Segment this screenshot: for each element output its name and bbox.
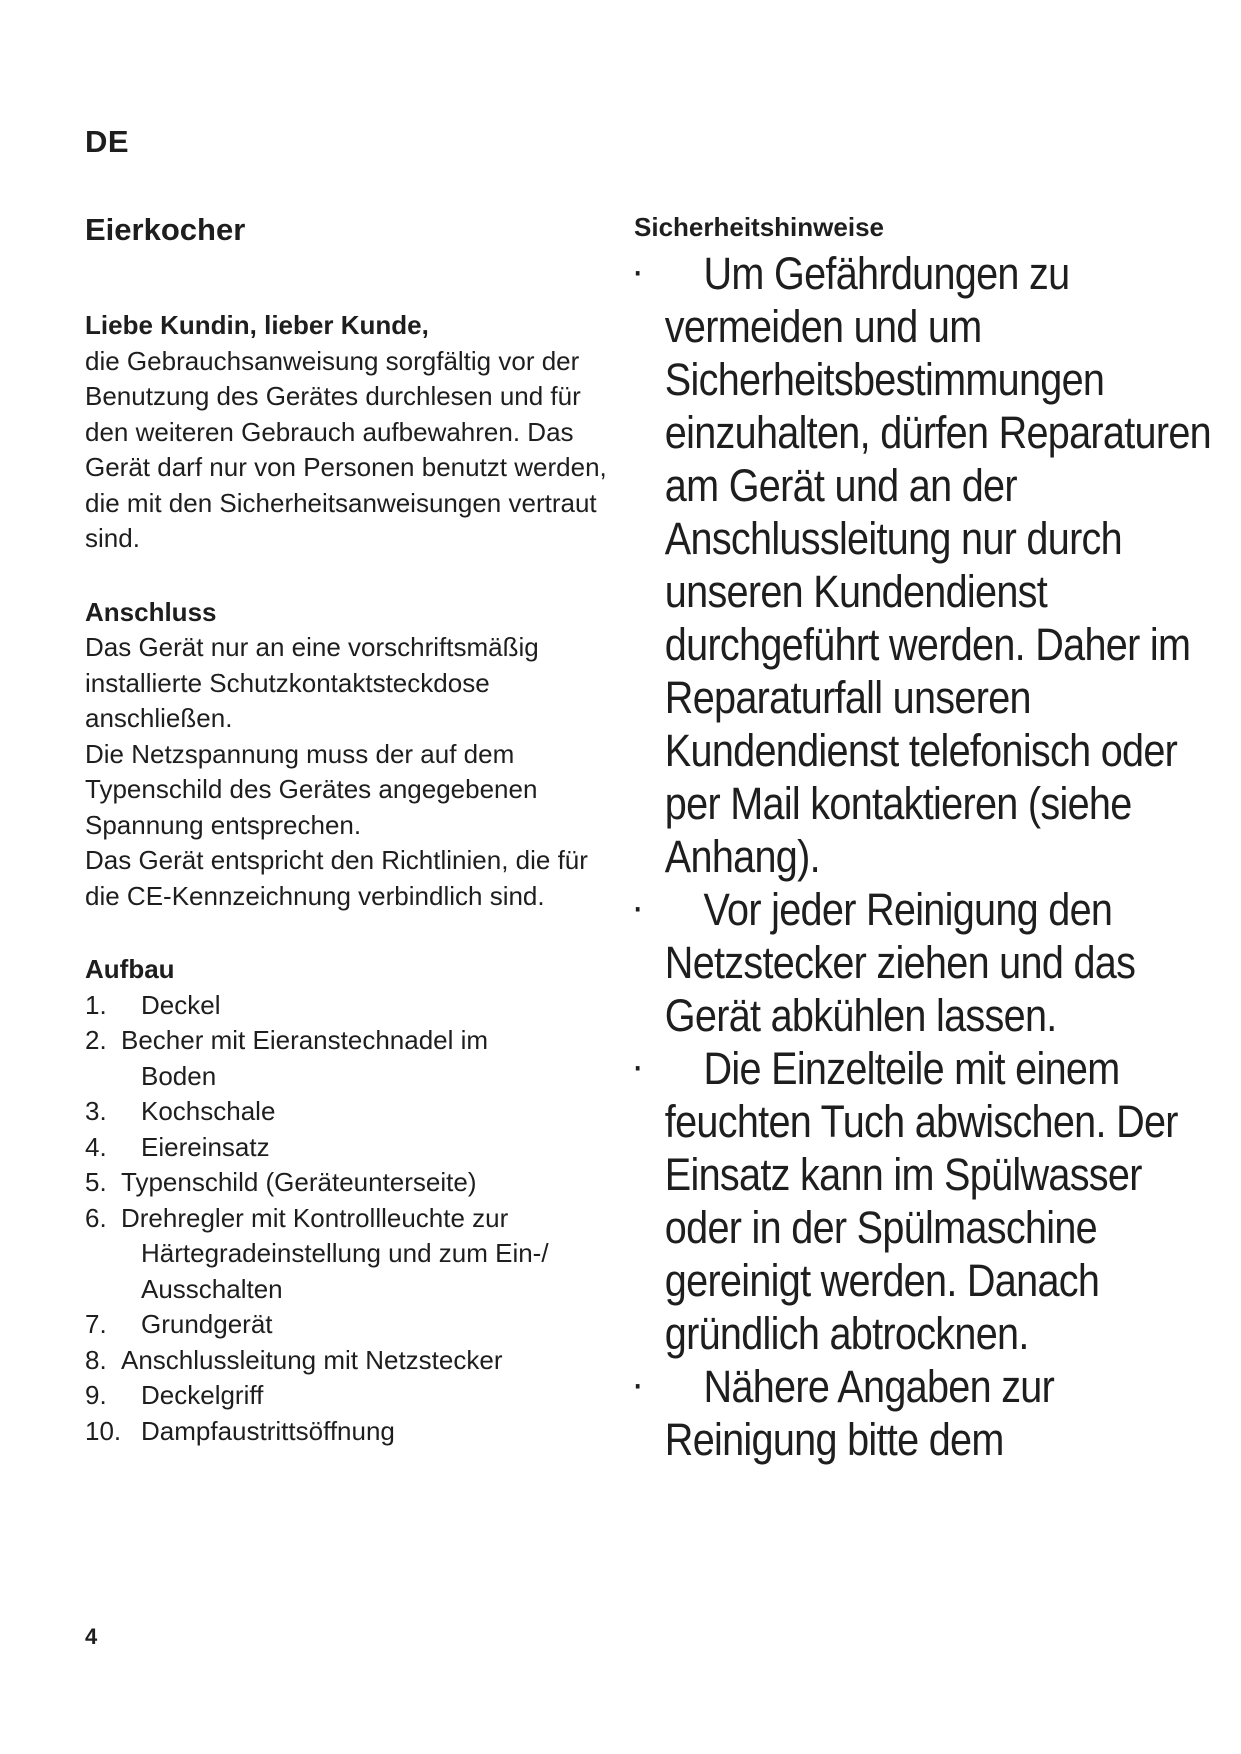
page-number: 4 [85, 1624, 98, 1649]
parts-list [85, 988, 625, 1450]
bullet-icon: · [634, 257, 643, 290]
list-text: Anschlussleitung mit Netzstecker [121, 1344, 503, 1375]
left-column [85, 212, 625, 1449]
list-text: Eiereinsatz [141, 1131, 270, 1162]
safety-text: Vor jeder Reinigung den Netzstecker ziehen und das Gerät abkühlen lassen. [664, 884, 1136, 1041]
list-number: 2. [85, 1025, 107, 1055]
list-item [85, 1165, 625, 1201]
safety-text: Um Gefährdungen zu vermeiden und um Sicherheitsbestimmungen einzuhalten, dürfen Reparaturen am Gerät und an der Anschlussleitung nur durch unseren Kundendienst durchgeführt werden. Daher im Reparaturfall unseren Kundendienst telefonisch oder per Mail kontaktieren (siehe Anhang). [664, 248, 1211, 882]
list-text: Typenschild (Geräteunterseite) [121, 1167, 477, 1197]
anschluss-heading: Anschluss [85, 596, 217, 627]
safety-text: Nähere Angaben zur Reinigung bitte dem [664, 1361, 1055, 1465]
list-item [85, 1343, 625, 1379]
list-item [85, 1094, 625, 1130]
list-item [85, 1201, 625, 1308]
list-text: Becher mit Eieranstechnadel im [121, 1025, 489, 1055]
safety-list [634, 247, 1211, 1466]
safety-item [634, 1042, 1224, 1360]
list-number: 4. [85, 1131, 107, 1162]
list-number: 3. [85, 1096, 107, 1126]
anschluss-paragraph: Die Netzspannung muss der auf dem Typenschild des Gerätes angegebenen Spannung entsprechen. [85, 738, 538, 840]
language-code: DE [85, 124, 130, 159]
list-text: Deckelgriff [141, 1380, 264, 1410]
aufbau-heading: Aufbau [85, 954, 175, 984]
list-item [85, 1307, 625, 1343]
anschluss-paragraph: Das Gerät entspricht den Richtlinien, die für die CE-Kennzeichnung verbindlich sind. [85, 845, 588, 911]
list-text: Deckel [141, 989, 221, 1020]
anschluss-paragraph: Das Gerät nur an eine vorschriftsmäßig installierte Schutzkontaktsteckdose anschließen. [85, 632, 539, 733]
bullet-icon: · [634, 1370, 643, 1403]
safety-heading: Sicherheitshinweise [634, 212, 884, 242]
list-text-continued: Boden [141, 1060, 217, 1091]
list-number: 8. [85, 1344, 107, 1375]
list-number: 5. [85, 1167, 107, 1197]
list-item [85, 988, 625, 1024]
list-text: Drehregler mit Kontrollleuchte zur [121, 1202, 509, 1233]
safety-item [634, 247, 1224, 883]
right-column [634, 212, 1211, 1466]
greeting-text: die Gebrauchsanweisung sorgfältig vor der Benutzung des Gerätes durchlesen und für den weiteren Gebrauch aufbewahren. Das Gerät darf nur von Personen benutzt werden, die mit den Sicherheitsanweisungen vertraut sind. [85, 345, 607, 553]
bullet-icon: · [634, 1052, 643, 1085]
greeting-heading: Liebe Kundin, lieber Kunde, [85, 310, 429, 340]
list-text-continued: Härtegradeinstellung und zum Ein-/ Ausschalten [141, 1238, 549, 1304]
safety-text: Die Einzelteile mit einem feuchten Tuch abwischen. Der Einsatz kann im Spülwasser oder in der Spülmaschine gereinigt werden. Danach gründlich abtrocknen. [664, 1043, 1178, 1359]
list-item [85, 1378, 625, 1414]
list-text: Grundgerät [141, 1309, 273, 1339]
list-number: 9. [85, 1380, 107, 1410]
list-item [85, 1130, 625, 1166]
list-number: 7. [85, 1309, 107, 1339]
bullet-icon: · [634, 893, 643, 926]
list-item [85, 1023, 625, 1094]
safety-item [634, 1360, 1224, 1466]
list-number: 6. [85, 1202, 107, 1233]
greeting-section [85, 308, 625, 557]
list-text: Dampfaustrittsöffnung [141, 1415, 395, 1446]
list-number: 1. [85, 989, 107, 1020]
list-number: 10. [85, 1415, 122, 1446]
safety-item [634, 883, 1224, 1042]
aufbau-section [85, 952, 625, 1449]
anschluss-section [85, 595, 625, 915]
list-item [85, 1414, 625, 1450]
list-text: Kochschale [141, 1096, 276, 1126]
document-title: Eierkocher [85, 212, 246, 247]
